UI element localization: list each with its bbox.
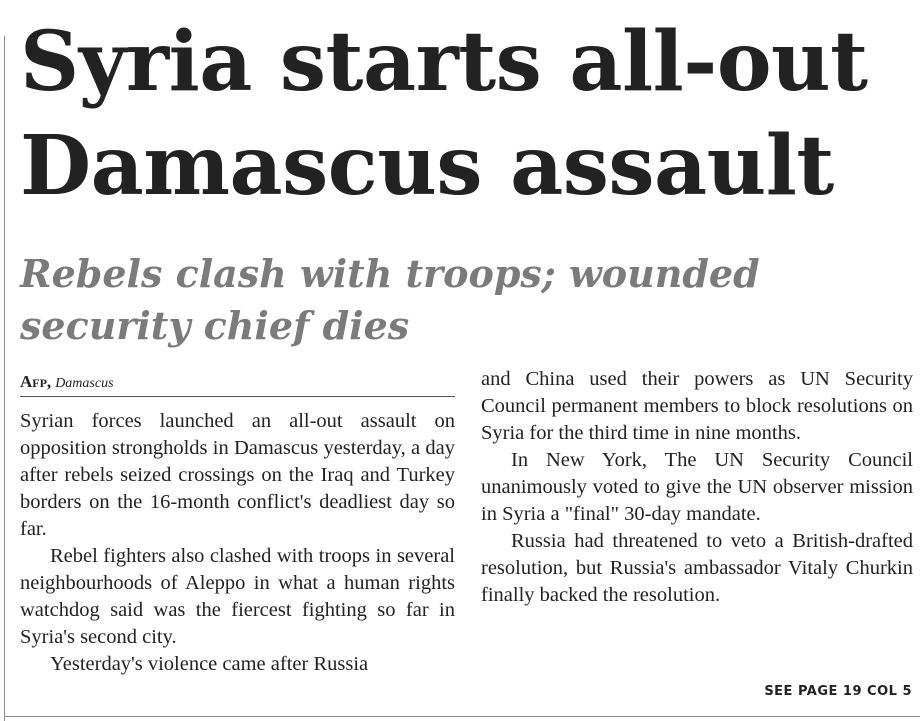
continuation-reference: SEE PAGE 19 COL 5 <box>764 684 912 699</box>
body-paragraph: In New York, The UN Security Council unanimously voted to give the UN observer mission in Syria a "final" 30-day mandate. <box>481 449 913 525</box>
article-column-1 <box>20 408 455 678</box>
byline-place: Damascus <box>55 376 114 391</box>
bottom-rule <box>4 716 920 717</box>
body-paragraph: Yesterday's violence came after Russia <box>50 653 369 675</box>
left-column-rule <box>4 36 5 721</box>
byline-agency: Afp, <box>20 372 52 391</box>
article-column-2 <box>481 366 913 609</box>
byline <box>20 372 114 394</box>
body-paragraph: and China used their powers as UN Security Council permanent members to block resolutions on Syria for the third time in nine months. <box>481 368 913 444</box>
headline: Syria starts all-out Damascus assault <box>20 14 868 214</box>
subheadline: Rebels clash with troops; wounded security chief dies <box>20 251 760 348</box>
body-paragraph: Syrian forces launched an all-out assault on opposition strongholds in Damascus yesterday, a day after rebels seized crossings on the Iraq and Turkey borders on the 16-month conflict's deadliest day so far. <box>20 410 455 540</box>
body-paragraph: Rebel fighters also clashed with troops in several neighbourhoods of Aleppo in what a human rights watchdog said was the fiercest fighting so far in Syria's second city. <box>20 545 455 648</box>
byline-divider <box>20 396 455 397</box>
body-paragraph: Russia had threatened to veto a British-drafted resolution, but Russia's ambassador Vitaly Churkin finally backed the resolution. <box>481 530 913 606</box>
